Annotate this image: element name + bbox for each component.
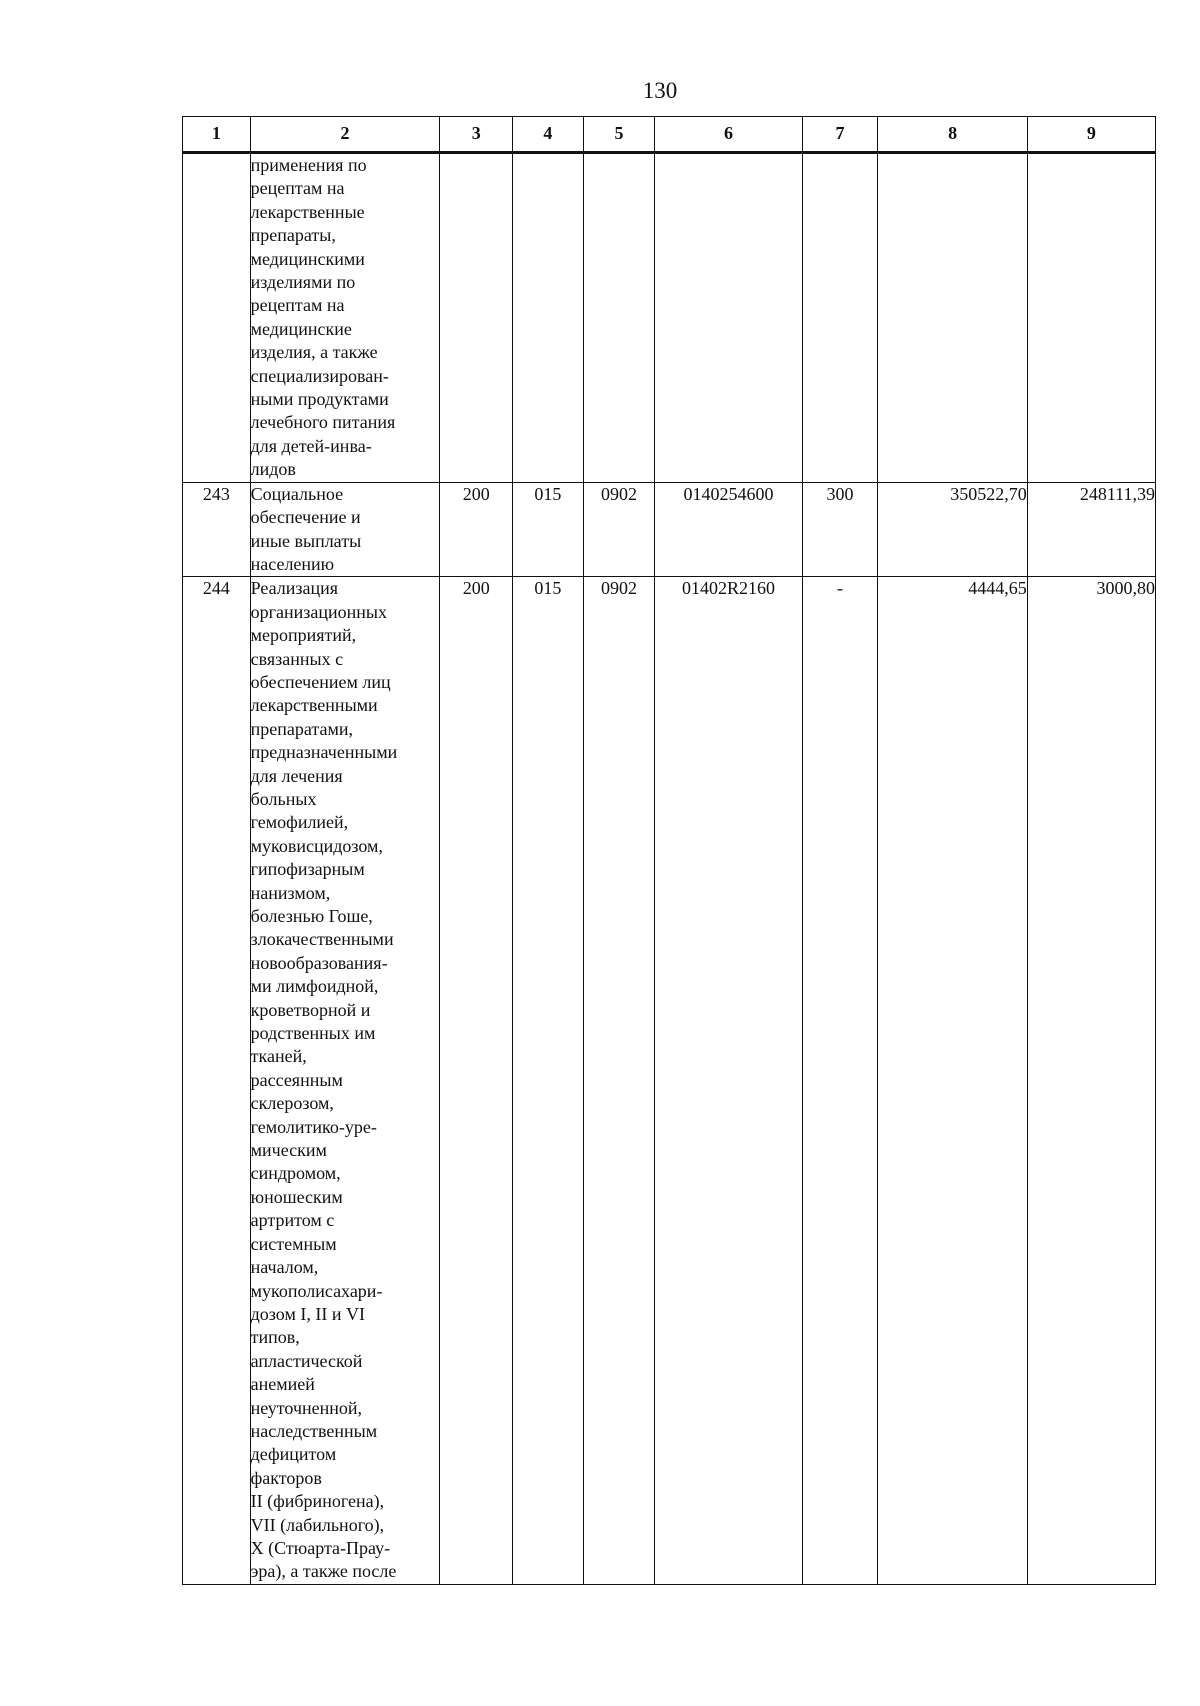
description-line: обеспечение и: [250, 507, 361, 528]
description-line: муковисцидозом,: [250, 835, 383, 856]
description-line: апластической: [250, 1350, 363, 1371]
description-line: злокачественными: [250, 929, 394, 950]
cell-col6: [655, 153, 802, 483]
description-line: применения по: [250, 155, 367, 175]
description-line: X (Стюарта-Прау-: [250, 1537, 391, 1558]
description-line: дозом I, II и VI: [250, 1303, 365, 1324]
description-line: лидов: [250, 459, 296, 480]
cell-col3: 200: [440, 482, 513, 577]
header-row: [183, 117, 1156, 153]
description-line: типов,: [250, 1327, 300, 1348]
description-line: Социальное: [250, 483, 344, 504]
description-line: склерозом,: [250, 1093, 334, 1114]
description-line: населению: [250, 553, 335, 574]
cell-col7: [802, 153, 878, 483]
cell-col4: [513, 153, 584, 483]
description-line: началом,: [250, 1257, 319, 1278]
table-row: [183, 153, 1156, 483]
description-line: рассеянным: [250, 1069, 343, 1090]
row-description: [250, 482, 440, 577]
description-line: гемолитико-уре-: [250, 1116, 377, 1137]
row-description: [250, 577, 440, 1584]
row-number: 244: [183, 577, 251, 1584]
cell-col6: 0140254600: [655, 482, 802, 577]
cell-col9: 3000,80: [1027, 577, 1155, 1584]
description-line: предназначенными: [250, 742, 398, 763]
column-header: 9: [1027, 117, 1155, 153]
description-line: артритом с: [250, 1210, 335, 1231]
description-line: родственных им: [250, 1023, 376, 1044]
description-line: тканей,: [250, 1046, 307, 1067]
description-line: синдромом,: [250, 1163, 341, 1184]
page-number: 130: [642, 78, 678, 103]
cell-col3: [440, 153, 513, 483]
description-line: лекарственные: [250, 201, 365, 222]
description-line: медицинскими: [250, 248, 365, 269]
cell-col6: 01402R2160: [655, 577, 802, 1584]
description-line: мероприятий,: [250, 625, 357, 646]
description-line: медицинские: [250, 318, 352, 339]
description-line: гемофилией,: [250, 812, 349, 833]
description-line: для лечения: [250, 765, 343, 786]
description-line: рецептам на: [250, 178, 345, 199]
description-line: юношеским: [250, 1186, 343, 1207]
cell-col4: 015: [513, 482, 584, 577]
description-line: факторов: [250, 1467, 322, 1488]
cell-col9: [1027, 153, 1155, 483]
table-row: [183, 577, 1156, 1584]
description-line: эра), а также после: [250, 1561, 397, 1582]
description-line: изделиями по: [250, 272, 356, 293]
cell-col5: 0902: [583, 577, 655, 1584]
cell-col3: 200: [440, 577, 513, 1584]
cell-col7: 300: [802, 482, 878, 577]
description-line: мукополисахари-: [250, 1280, 383, 1301]
column-header: 7: [802, 117, 878, 153]
cell-col9: 248111,39: [1027, 482, 1155, 577]
description-line: обеспечением лиц: [250, 671, 391, 692]
description-line: лечебного питания: [250, 412, 396, 433]
description-line: для детей-инва-: [250, 435, 372, 456]
cell-col7: -: [802, 577, 878, 1584]
description-line: Реализация: [250, 578, 339, 599]
description-line: нанизмом,: [250, 882, 331, 903]
description-line: организационных: [250, 601, 387, 622]
column-header: 2: [250, 117, 440, 153]
description-line: ми лимфоидной,: [250, 976, 379, 997]
cell-col5: [583, 153, 655, 483]
description-line: препараты,: [250, 225, 336, 246]
description-line: дефицитом: [250, 1444, 337, 1465]
description-line: наследственным: [250, 1420, 378, 1441]
cell-col8: [878, 153, 1027, 483]
row-number: [183, 153, 251, 483]
column-header: 3: [440, 117, 513, 153]
column-header: 6: [655, 117, 802, 153]
description-line: кроветворной и: [250, 999, 371, 1020]
column-header: 5: [583, 117, 655, 153]
budget-table: [182, 116, 1156, 1585]
cell-col8: 4444,65: [878, 577, 1027, 1584]
column-header: 1: [183, 117, 251, 153]
description-line: ными продуктами: [250, 389, 389, 410]
column-header: 4: [513, 117, 584, 153]
description-line: неуточненной,: [250, 1397, 363, 1418]
description-line: связанных с: [250, 648, 344, 669]
description-line: болезнью Гоше,: [250, 906, 373, 926]
description-line: рецептам на: [250, 295, 345, 316]
column-header: 8: [878, 117, 1027, 153]
description-line: мическим: [250, 1140, 327, 1161]
description-line: специализирован-: [250, 365, 389, 386]
description-line: лекарственными: [250, 695, 378, 716]
description-line: гипофизарным: [250, 859, 365, 880]
row-number: 243: [183, 482, 251, 577]
description-line: анемией: [250, 1374, 315, 1395]
description-line: системным: [250, 1233, 337, 1254]
description-line: новообразования-: [250, 952, 388, 973]
description-line: иные выплаты: [250, 530, 362, 551]
description-line: больных: [250, 788, 317, 809]
row-description: [250, 153, 440, 483]
description-line: препаратами,: [250, 718, 353, 739]
cell-col5: 0902: [583, 482, 655, 577]
cell-col8: 350522,70: [878, 482, 1027, 577]
table-row: [183, 482, 1156, 577]
cell-col4: 015: [513, 577, 584, 1584]
description-line: VII (лабильного),: [250, 1514, 385, 1535]
description-line: II (фибриногена),: [250, 1491, 385, 1512]
description-line: изделия, а также: [250, 342, 378, 363]
